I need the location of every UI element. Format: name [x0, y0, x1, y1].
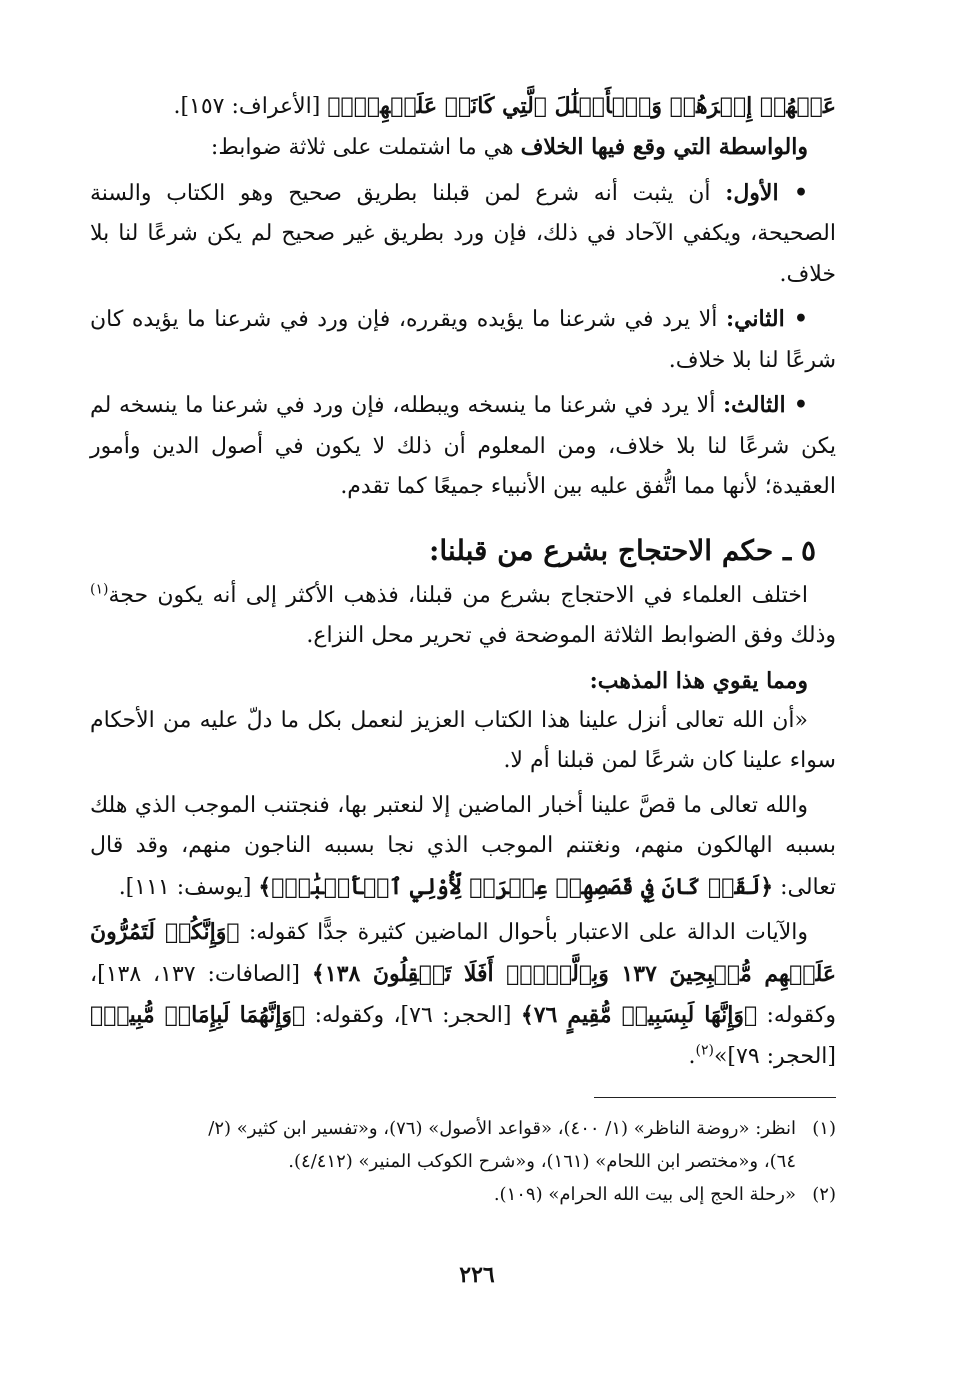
intro-bold: والواسطة التي وقع فيها الخلاف: [520, 134, 808, 160]
condition-third-text: ألا يرد في شرعنا ما ينسخه ويبطله، فإن ورد في شرعنا ما ينسخه لم يكن شرعًا لنا بلا خلاف، ومن المعلوم أن ذلك لا يكون في أصول الدين وأمور العقيدة؛ لأنها مما اتُّفق عليه بين الأنبياء جميعًا كما تقدم.: [90, 393, 836, 499]
quran-verse: عَنۡهُمۡ إِصۡرَهُمۡ وَٱلۡأَغۡلَٰلَ ٱلَّتِي كَانَتۡ عَلَيۡهِمۡۚ﴾: [327, 93, 836, 119]
paragraph-quote: «أن الله تعالى أنزل علينا هذا الكتاب العزيز لنعمل بكل ما دلّ عليه من الأحكام سواء علينا كان شرعًا لمن قبلنا أم لا.: [90, 707, 836, 773]
condition-first-label: • الأول:: [725, 179, 809, 206]
paragraph-verses-end: .: [688, 1043, 696, 1069]
verse-reference: [الأعراف: ١٥٧].: [173, 94, 328, 119]
footnote-ref-2[interactable]: (٢): [695, 1042, 714, 1059]
footnote-2-line1: «رحلة الحج إلى بيت الله الحرام» (١٠٩).: [493, 1184, 796, 1205]
paragraph-verses: [90, 912, 836, 1077]
footnote-1-number: (١): [812, 1118, 836, 1139]
paragraph-disagreement: [90, 576, 836, 657]
footnote-divider: [594, 1097, 836, 1098]
condition-second-label: • الثاني:: [725, 306, 808, 332]
intro-paragraph: [90, 127, 836, 169]
condition-second: [90, 299, 836, 381]
page-number: ٢٢٦: [459, 1262, 495, 1288]
paragraph-disagreement-a: اختلف العلماء في الاحتجاج بشرع من قبلنا، فذهب الأكثر إلى أنه يكون حجة: [108, 582, 808, 608]
intro-text: هي ما اشتملت على ثلاثة ضوابط:: [210, 135, 521, 160]
footnote-1-line1: انظر: «روضة الناظر» (١/ ٤٠٠)، «قواعد الأصول» (٧٦)، و«تفسير ابن كثير» (٢/: [208, 1118, 796, 1139]
quran-verse-hijr-79: ﴿وَإِنَّهُمَا لَبِإِمَامٖ مُّبِينٖ﴾: [90, 1002, 306, 1028]
footnote-1-continued: ٦٤)، و«مختصر ابن اللحام» (١٦١)، و«شرح الكوكب المنير» (٤/٤١٢).: [288, 1151, 796, 1172]
condition-third: [90, 385, 836, 508]
subheading: ومما يقوي هذا المذهب:: [589, 667, 808, 694]
paragraph-stories-text: والله تعالى ما قصَّ علينا أخبار الماضين إلا لنعتبر بها، فنجتنب الموجب الذي هلك بسببه الهالكون منهم، ونغتنم الموجب الذي نجا بسببه الناجون منهم، وقد قال تعالى:: [90, 792, 836, 900]
condition-first-text: أن يثبت أنه شرع لمن قبلنا بطريق صحيح وهو الكتاب والسنة الصحيحة، ويكفي الآحاد في ذلك، فإن ورد بطريق غير صحيح لم يكن شرعًا لنا بلا خلاف.: [90, 180, 836, 287]
verse-reference-hijr-76: [الحجر: ٧٦]، وكقوله:: [305, 1003, 521, 1028]
footnote-ref-1[interactable]: (١): [90, 581, 109, 598]
condition-first: [90, 173, 836, 296]
verse-reference-saffat: [الصافات: ١٣٧، ١٣٨]، وكقوله:: [90, 961, 837, 1028]
quran-verse-saffat: ﴿وَإِنَّكُمۡ لَتَمُرُّونَ عَلَيۡهِم مُّصۡبِحِينَ ١٣٧ وَبِٱلَّيۡلِۚ أَفَلَا تَعۡقِلُونَ ١٣٨﴾: [90, 919, 836, 987]
paragraph-disagreement-b: وذلك وفق الضوابط الثلاثة الموضحة في تحرير محل النزاع.: [306, 623, 836, 648]
verse-reference-hijr-79: [الحجر: ٧٩]»: [713, 1043, 836, 1069]
paragraph-stories: [90, 786, 836, 909]
footnote-2: [90, 1178, 836, 1211]
verse-reference-yusuf: [يوسف: ١١١].: [118, 874, 259, 900]
paragraph-verses-text: والآيات الدالة على الاعتبار بأحوال الماضين كثيرة جدًّا كقوله:: [239, 920, 808, 945]
section-heading: ٥ ـ حكم الاحتجاج بشرع من قبلنا:: [429, 533, 816, 567]
condition-second-text: ألا يرد في شرعنا ما يؤيده ويقرره، فإن ورد في شرعنا ما يؤيده كان شرعًا لنا بلا خلاف.: [90, 307, 836, 373]
quran-verse-hijr-76: ﴿وَإِنَّهَا لَبِسَبِيلٖ مُّقِيمٍ ٧٦﴾: [520, 1002, 758, 1028]
quran-verse-yusuf: ﴿لَقَدۡ كَانَ فِي قَصَصِهِمۡ عِبۡرَةٞ لِّأُوْلِي ٱلۡأَلۡبَٰبِۗ﴾: [258, 873, 774, 900]
condition-third-label: • الثالث:: [723, 392, 808, 418]
footnote-2-number: (٢): [812, 1184, 836, 1205]
footnote-1: [90, 1112, 836, 1145]
verse-line: [90, 86, 836, 127]
